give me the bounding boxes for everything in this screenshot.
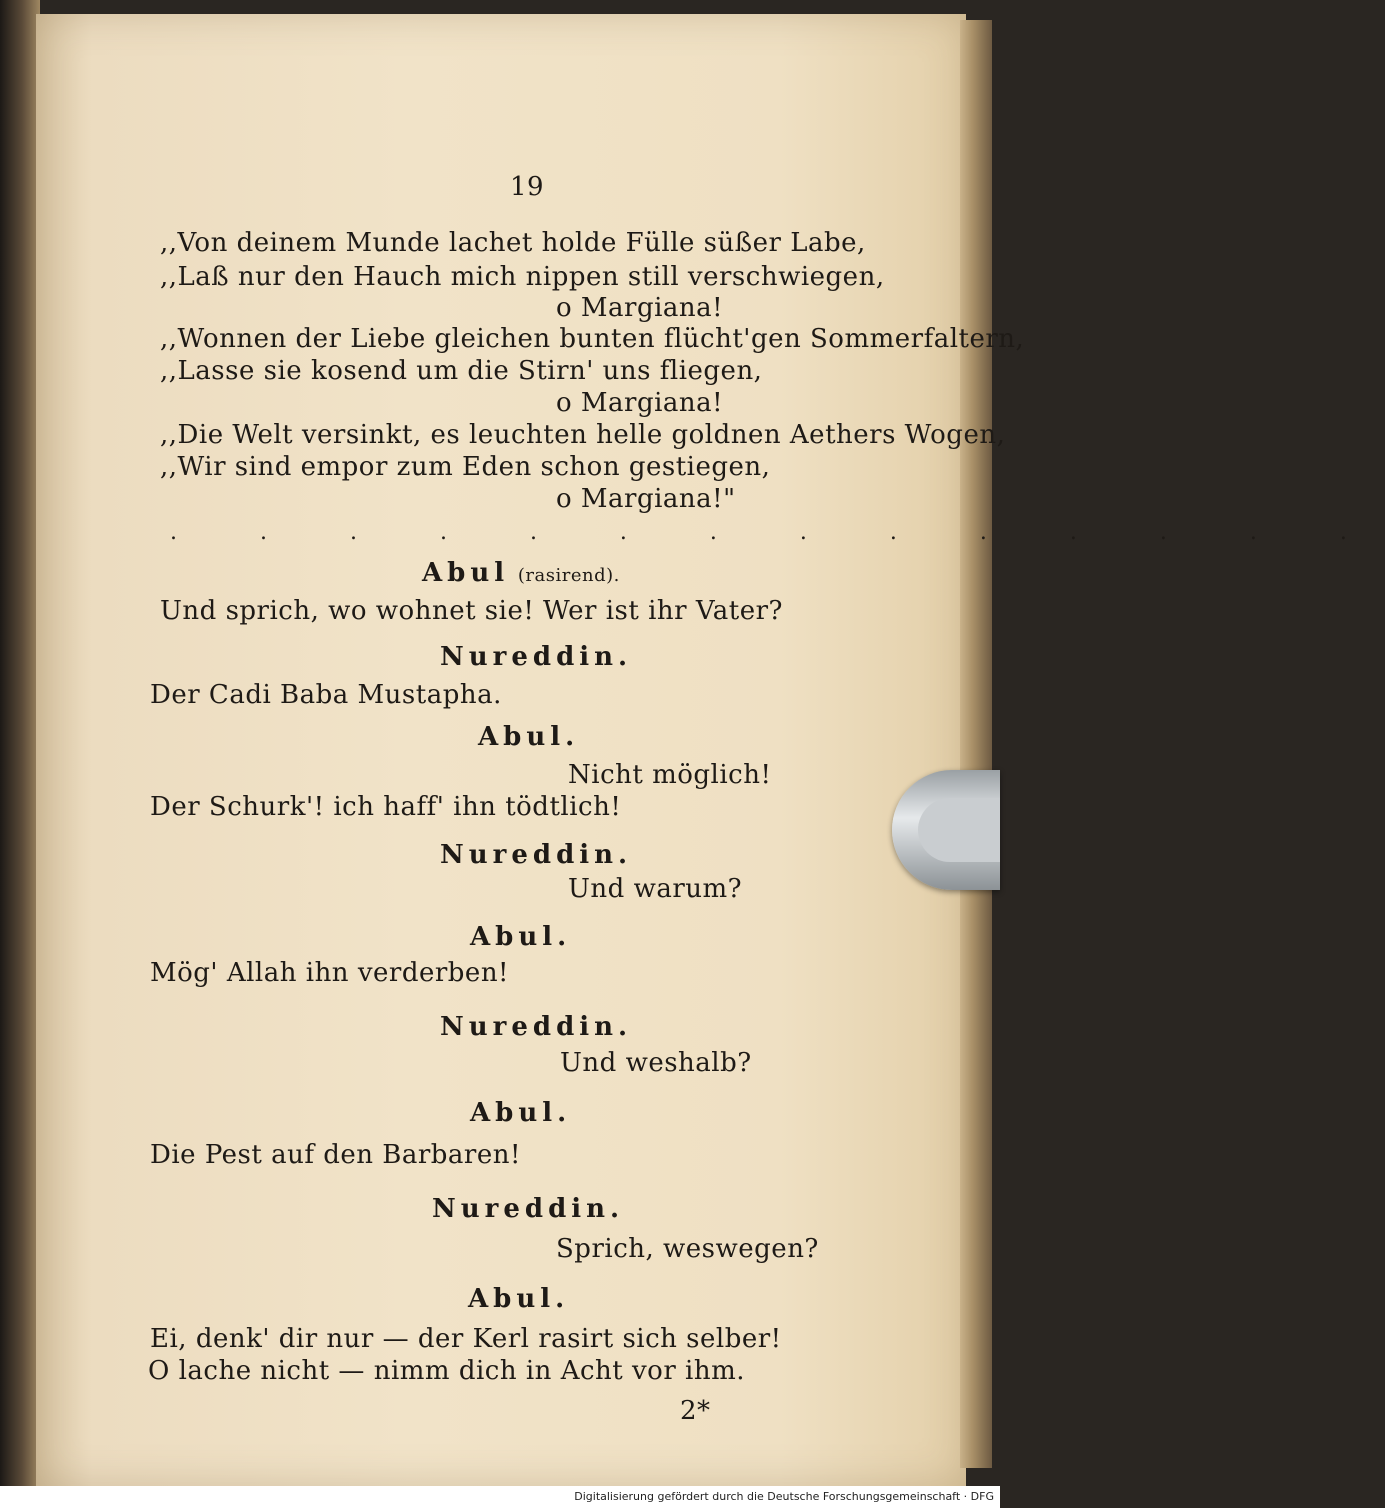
poem-line-4: ,,Lasse sie kosend um die Stirn' uns fliegen,: [160, 356, 763, 386]
speaker-nureddin-1: Nureddin.: [440, 642, 633, 672]
digitization-credit: Digitalisierung gefördert durch die Deutsche Forschungsgemeinschaft · DFG: [574, 1490, 994, 1503]
poem-line-3: ,,Wonnen der Liebe gleichen bunten flücht'gen Sommerfaltern,: [160, 324, 1025, 354]
dialogue-line-3a: Nicht möglich!: [568, 760, 772, 790]
poem-line-1: ,,Von deinem Munde lachet holde Fülle süßer Labe,: [160, 228, 866, 258]
dialogue-line-9b: O lache nicht — nimm dich in Acht vor ihm.: [148, 1356, 745, 1386]
signature-mark: 2*: [680, 1396, 711, 1426]
poem-line-6: ,,Wir sind empor zum Eden schon gestiegen,: [160, 452, 771, 482]
poem-refrain-1: o Margiana!: [556, 293, 724, 323]
poem-line-2: ,,Laß nur den Hauch mich nippen still verschwiegen,: [160, 262, 885, 292]
speaker-name: Abul: [422, 558, 510, 588]
dialogue-line-8: Sprich, weswegen?: [556, 1234, 819, 1264]
dialogue-line-5: Mög' Allah ihn verderben!: [150, 958, 510, 988]
speaker-abul-5: Abul.: [468, 1284, 570, 1314]
poem-line-5: ,,Die Welt versinkt, es leuchten helle goldnen Aethers Wogen,: [160, 420, 1006, 450]
speaker-nureddin-2: Nureddin.: [440, 840, 633, 870]
speaker-abul-2: Abul.: [478, 722, 580, 752]
speaker-nureddin-4: Nureddin.: [432, 1194, 625, 1224]
dialogue-line-1: Und sprich, wo wohnet sie! Wer ist ihr Vater?: [160, 596, 783, 626]
dialogue-line-6: Und weshalb?: [560, 1048, 752, 1078]
poem-refrain-3: o Margiana!": [556, 484, 736, 514]
paper-clip-inner: [918, 798, 1000, 862]
dialogue-line-7: Die Pest auf den Barbaren!: [150, 1140, 521, 1170]
dialogue-line-4: Und warum?: [568, 874, 743, 904]
book-spine-edge: [0, 0, 40, 1508]
page-stack-edge: [960, 20, 992, 1468]
dialogue-line-2: Der Cadi Baba Mustapha.: [150, 680, 502, 710]
dialogue-line-3b: Der Schurk'! ich haff' ihn tödtlich!: [150, 792, 622, 822]
stage-direction: (rasirend).: [517, 565, 620, 586]
page-number: 19: [510, 172, 545, 202]
ellipsis-dots: . . . . . . . . . . . . . .: [170, 520, 1385, 545]
speaker-abul-3: Abul.: [470, 922, 572, 952]
poem-refrain-2: o Margiana!: [556, 388, 724, 418]
speaker-abul-4: Abul.: [470, 1098, 572, 1128]
dialogue-line-9a: Ei, denk' dir nur — der Kerl rasirt sich selber!: [150, 1324, 782, 1354]
speaker-nureddin-3: Nureddin.: [440, 1012, 633, 1042]
speaker-abul-1: [422, 558, 620, 588]
